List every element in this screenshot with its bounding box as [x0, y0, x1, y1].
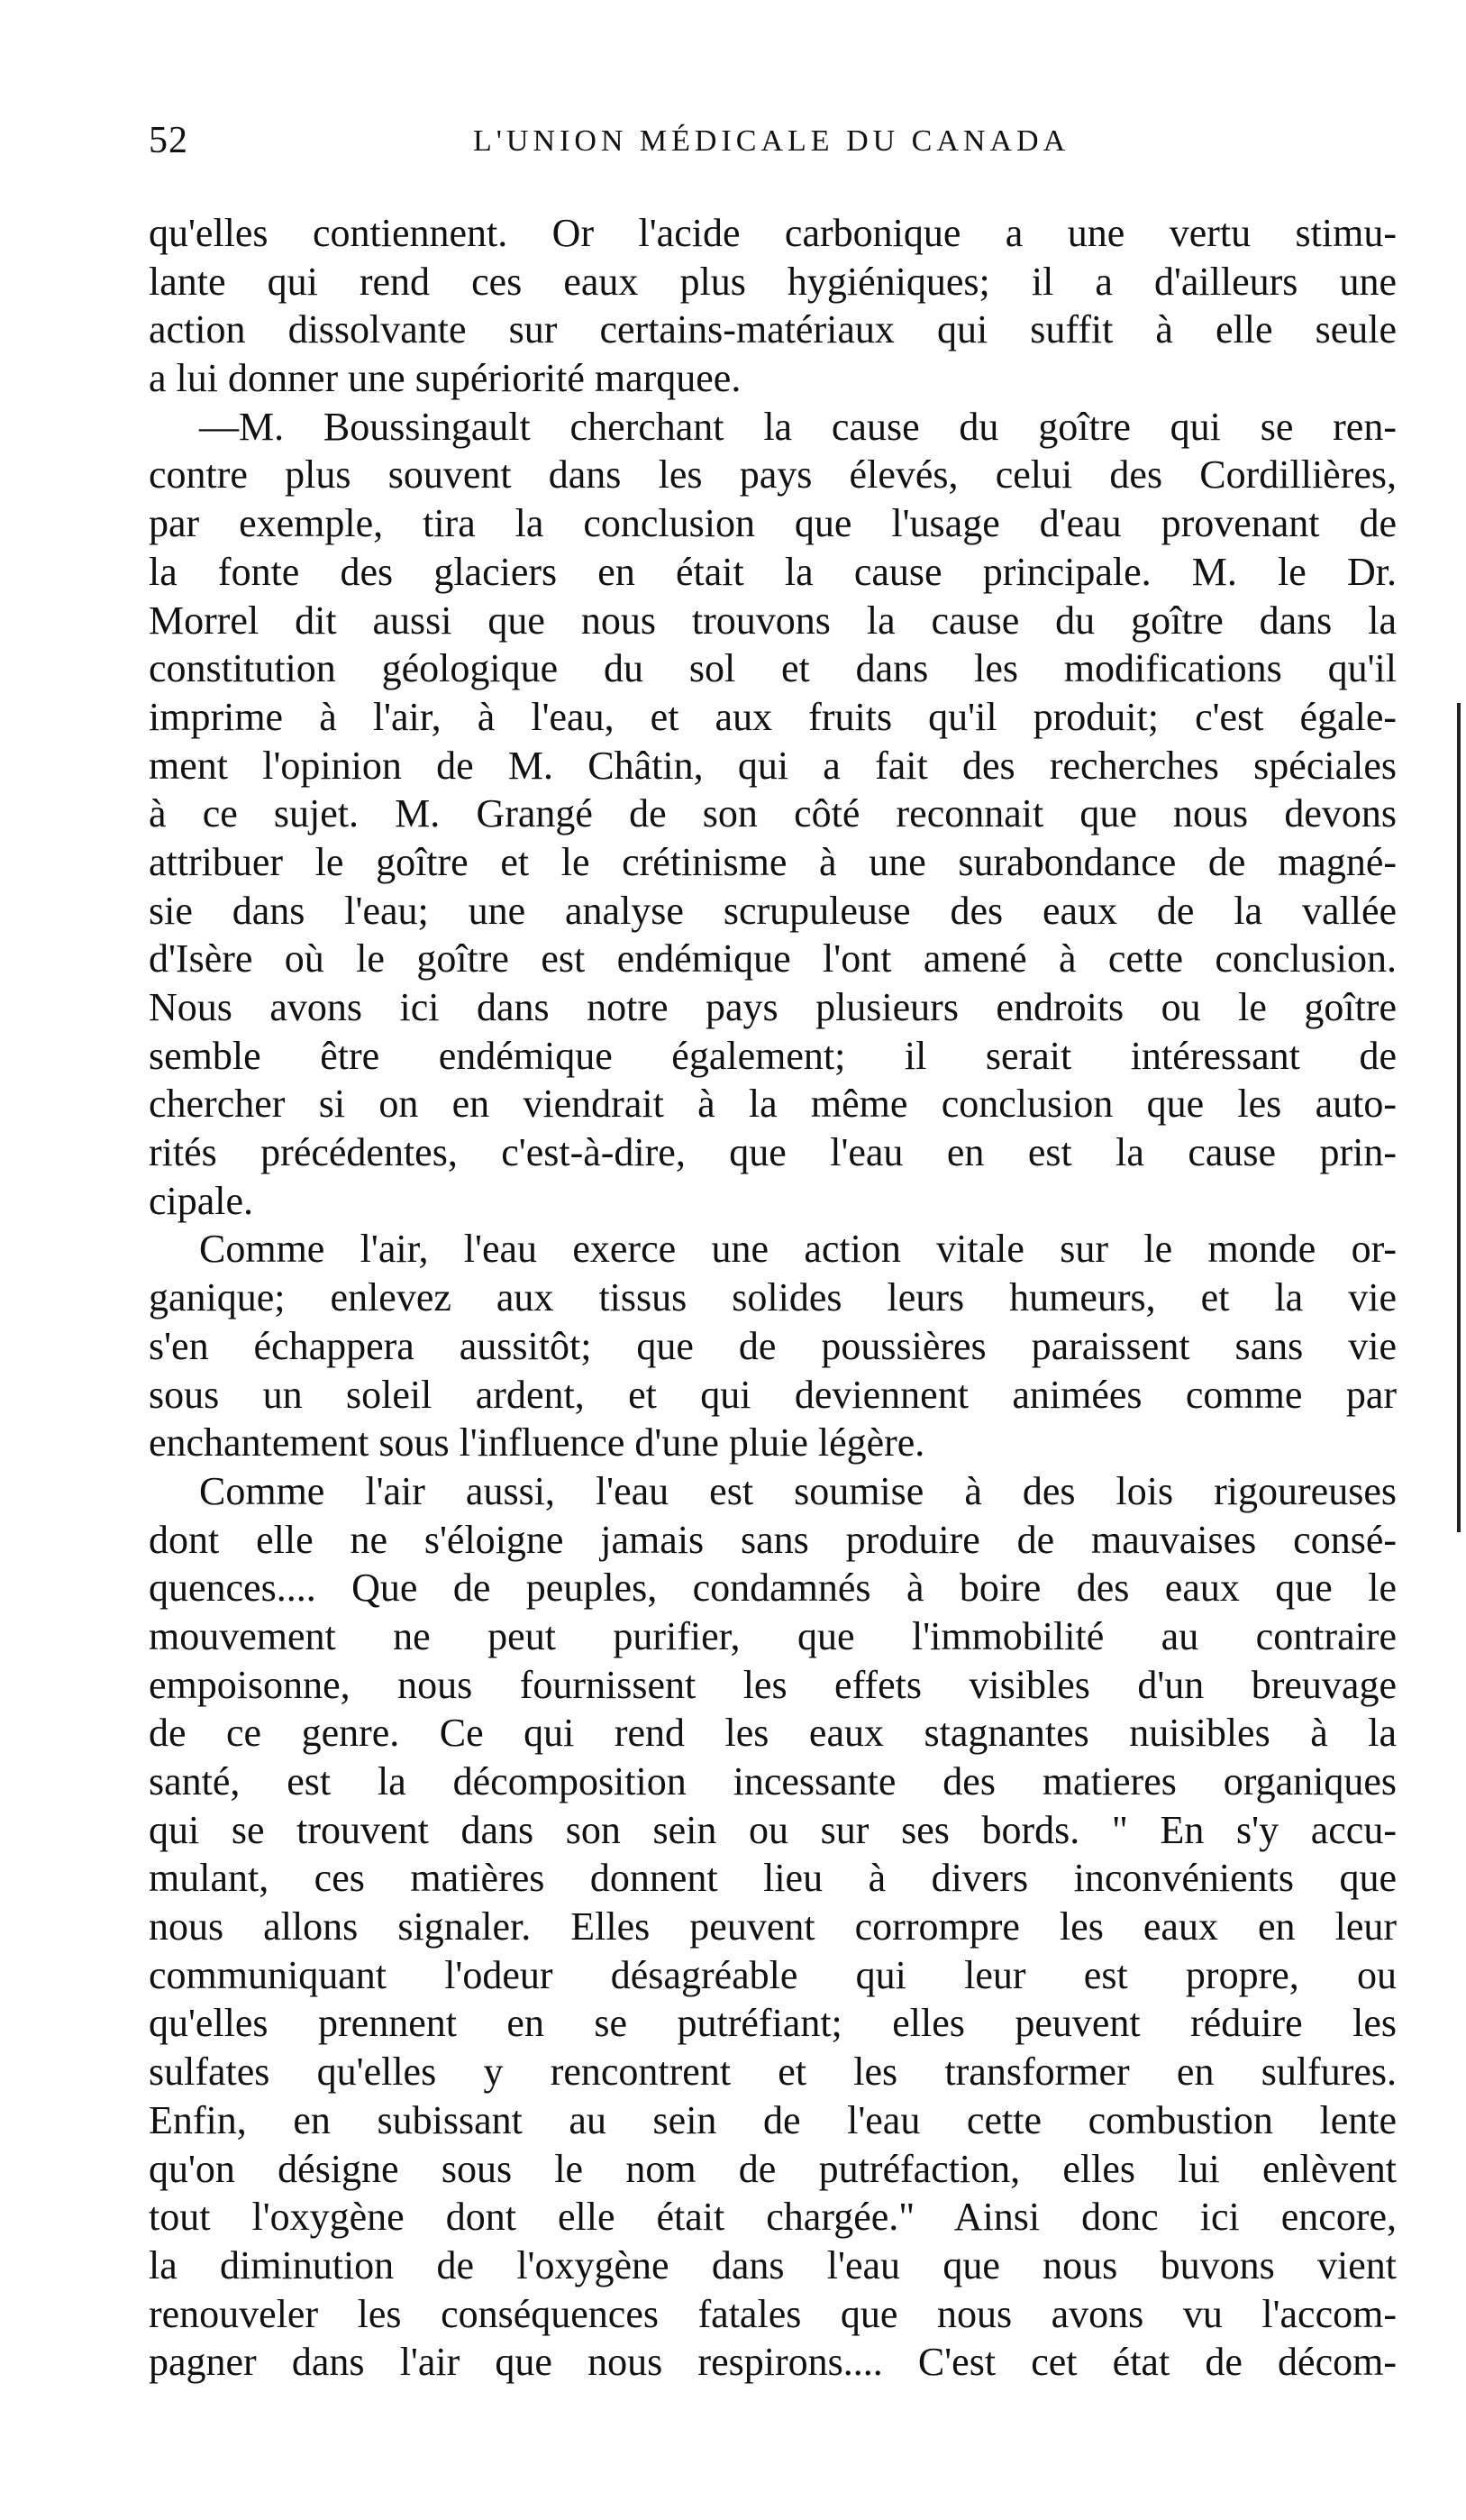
text-line: contre plus souvent dans les pays élevés, celui des Cordillières,: [149, 452, 1397, 498]
text-line: rités précédentes, c'est-à-dire, que l'eau en est la cause prin-: [149, 1130, 1397, 1175]
paragraph-start-line: Comme l'air, l'eau exerce une action vitale sur le monde or-: [199, 1227, 1397, 1272]
text-line: chercher si on en viendrait à la même conclusion que les auto-: [149, 1082, 1397, 1127]
text-line: a lui donner une supériorité marquee.: [149, 356, 742, 401]
text-line: d'Isère où le goître est endémique l'ont amené à cette conclusion.: [149, 936, 1397, 982]
text-line: la fonte des glaciers en était la cause principale. M. le Dr.: [149, 549, 1397, 594]
text-line: Nous avons ici dans notre pays plusieurs endroits ou le goître: [149, 985, 1397, 1029]
body-text: [149, 209, 1397, 2387]
paragraph-start-line: —M. Boussingault cherchant la cause du goître qui se ren-: [199, 404, 1397, 449]
text-line: empoisonne, nous fournissent les effets visibles d'un breuvage: [149, 1662, 1397, 1707]
text-line: imprime à l'air, à l'eau, et aux fruits qu'il produit; c'est égale-: [149, 694, 1397, 739]
text-line: Enfin, en subissant au sein de l'eau cette combustion lente: [149, 2097, 1397, 2142]
text-line: Morrel dit aussi que nous trouvons la cause du goître dans la: [149, 598, 1397, 643]
text-line: sie dans l'eau; une analyse scrupuleuse des eaux de la vallée: [149, 888, 1397, 933]
text-line: tout l'oxygène dont elle était chargée." Ainsi donc ici encore,: [149, 2195, 1397, 2240]
text-line: quences.... Que de peuples, condamnés à boire des eaux que le: [149, 1566, 1397, 1611]
page-number: 52: [149, 120, 188, 161]
text-line: s'en échappera aussitôt; que de poussières paraissent sans vie: [149, 1323, 1397, 1368]
text-line: qu'on désigne sous le nom de putréfaction, elles lui enlèvent: [149, 2146, 1397, 2191]
text-line: qui se trouvent dans son sein ou sur ses bords. " En s'y accu-: [149, 1807, 1397, 1852]
text-line: action dissolvante sur certains-matériaux qui suffit à elle seule: [149, 307, 1397, 352]
running-head: L'UNION MÉDICALE DU CANADA: [473, 124, 1070, 158]
text-line: mulant, ces matières donnent lieu à divers inconvénients que: [149, 1856, 1397, 1901]
text-line: la diminution de l'oxygène dans l'eau que nous buvons vient: [149, 2242, 1397, 2287]
text-line: communiquant l'odeur désagréable qui leur est propre, ou: [149, 1952, 1397, 1997]
page-header: [149, 119, 1397, 173]
text-line: sulfates qu'elles y rencontrent et les transformer en sulfures.: [149, 2050, 1397, 2095]
text-line: semble être endémique également; il serait intéressant de: [149, 1033, 1397, 1078]
text-line: ganique; enlevez aux tissus solides leurs humeurs, et la vie: [149, 1275, 1397, 1320]
text-line: nous allons signaler. Elles peuvent corrompre les eaux en leur: [149, 1904, 1397, 1949]
text-line: santé, est la décomposition incessante des matieres organiques: [149, 1759, 1397, 1803]
text-line: à ce sujet. M. Grangé de son côté reconnait que nous devons: [149, 791, 1397, 836]
paragraph-start-line: Comme l'air aussi, l'eau est soumise à des lois rigoureuses: [199, 1468, 1397, 1513]
binding-edge-rule: [1457, 703, 1461, 1532]
text-line: attribuer le goître et le crétinisme à une surabondance de magné-: [149, 839, 1397, 884]
text-line: par exemple, tira la conclusion que l'usage d'eau provenant de: [149, 501, 1397, 546]
text-line: qu'elles contiennent. Or l'acide carbonique a une vertu stimu-: [149, 211, 1397, 255]
text-line: mouvement ne peut purifier, que l'immobilité au contraire: [149, 1613, 1397, 1658]
text-line: ment l'opinion de M. Châtin, qui a fait des recherches spéciales: [149, 743, 1397, 788]
text-line: constitution géologique du sol et dans les modifications qu'il: [149, 646, 1397, 691]
text-line: sous un soleil ardent, et qui deviennent animées comme par: [149, 1372, 1397, 1417]
text-line: enchantement sous l'influence d'une pluie légère.: [149, 1420, 925, 1465]
text-line: qu'elles prennent en se putréfiant; elles peuvent réduire les: [149, 2001, 1397, 2046]
text-line: renouveler les conséquences fatales que nous avons vu l'accom-: [149, 2291, 1397, 2336]
text-line: pagner dans l'air que nous respirons.... C'est cet état de décom-: [149, 2340, 1397, 2385]
text-line: lante qui rend ces eaux plus hygiéniques; il a d'ailleurs une: [149, 259, 1397, 304]
text-line: cipale.: [149, 1178, 254, 1223]
text-line: dont elle ne s'éloigne jamais sans produire de mauvaises consé-: [149, 1517, 1397, 1562]
text-line: de ce genre. Ce qui rend les eaux stagnantes nuisibles à la: [149, 1711, 1397, 1756]
